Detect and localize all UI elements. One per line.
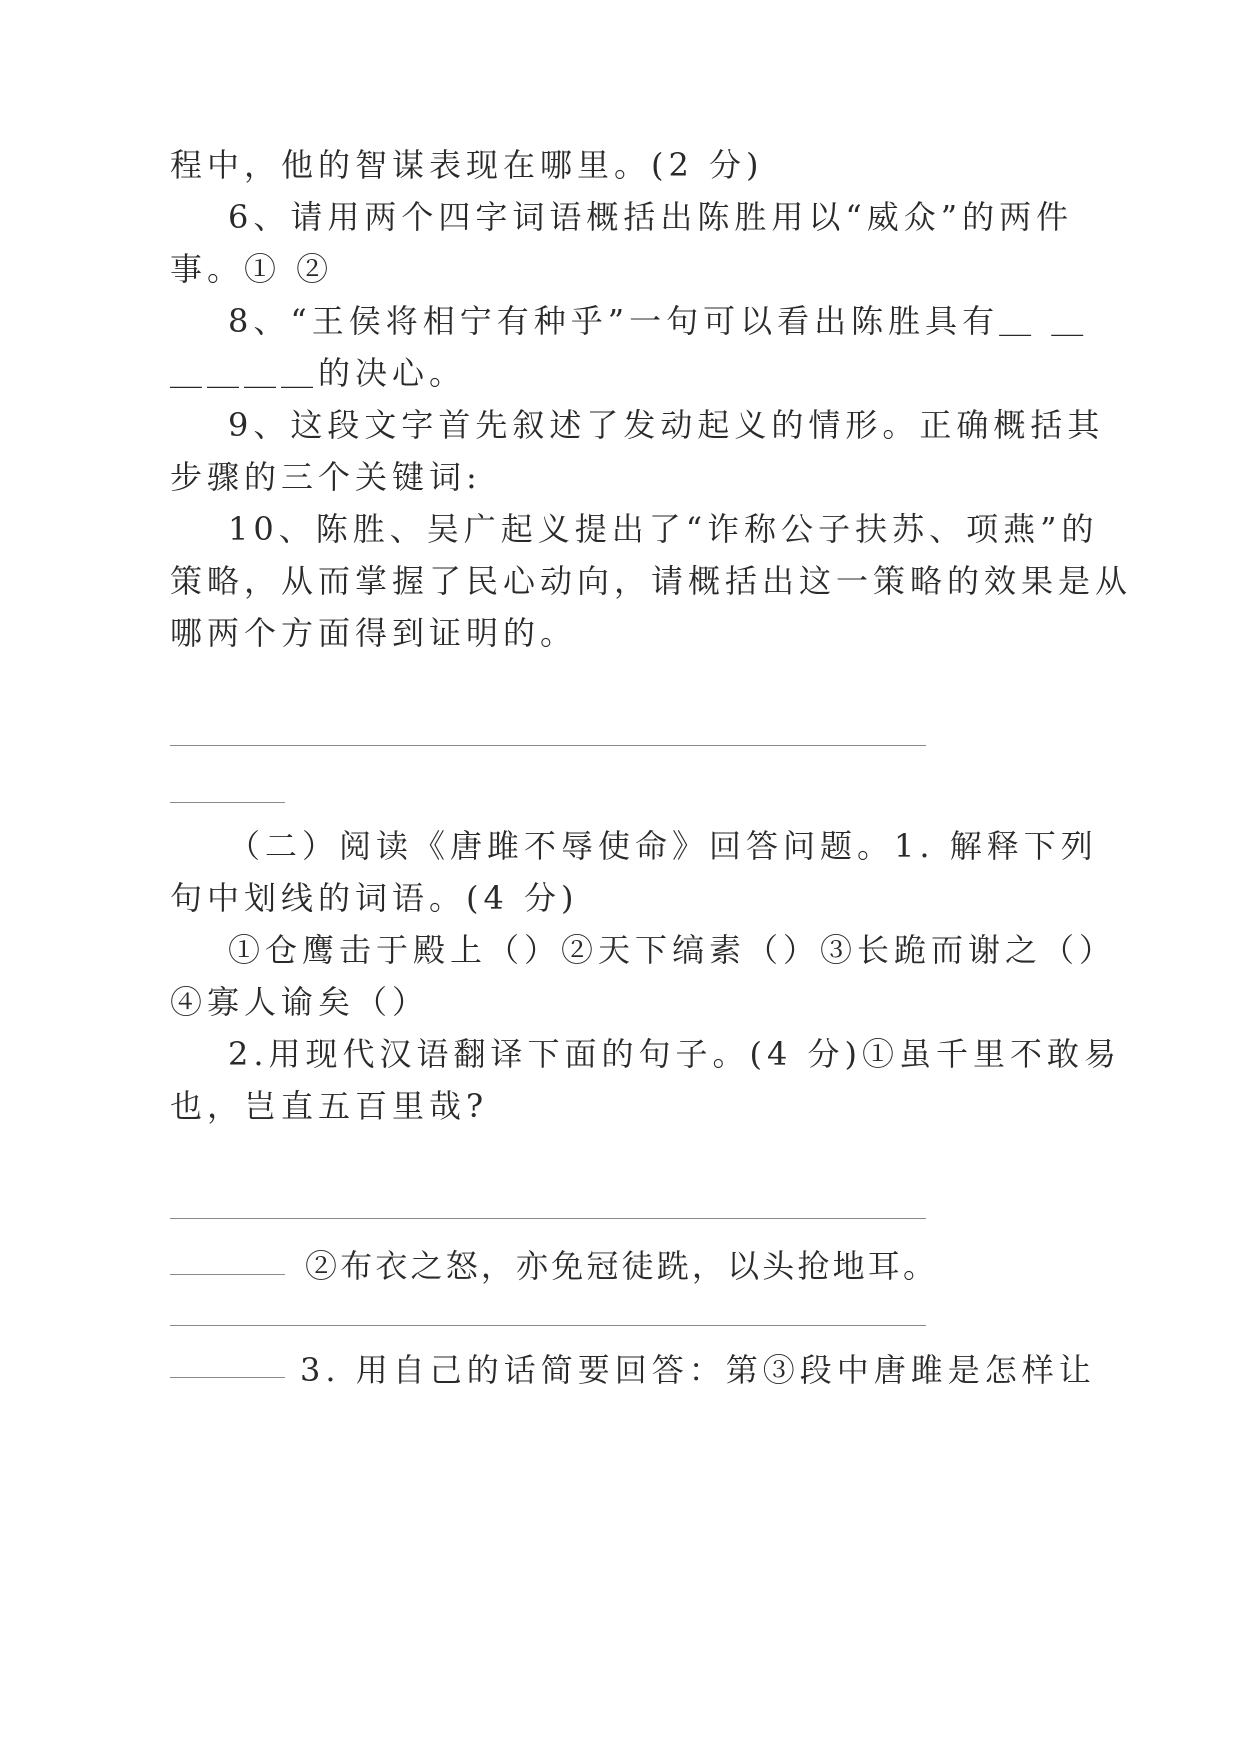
answer-line bbox=[170, 745, 926, 746]
text-line: 句中划线的词语。(4 分) bbox=[170, 879, 579, 917]
text-line: 也，岂直五百里哉? bbox=[170, 1087, 489, 1125]
answer-line-short bbox=[170, 1377, 285, 1378]
text-line: 步骤的三个关键词: bbox=[170, 458, 482, 496]
answer-line bbox=[170, 1325, 926, 1326]
section-2-heading: （二）阅读《唐雎不辱使命》回答问题。1. 解释下列 bbox=[228, 827, 1098, 865]
question-6: 6、请用两个四字词语概括出陈胜用以“威众”的两件 bbox=[228, 198, 1074, 236]
question-3: 3. 用自己的话简要回答：第③段中唐雎是怎样让 bbox=[300, 1351, 1096, 1389]
question-2: 2.用现代汉语翻译下面的句子。(4 分)①虽千里不敢易 bbox=[228, 1035, 1122, 1073]
question-8: 8、“王侯将相宁有种乎”一句可以看出陈胜具有＿ ＿ bbox=[228, 302, 1089, 340]
answer-line-short bbox=[170, 1274, 285, 1275]
question-10: 10、陈胜、吴广起义提出了“诈称公子扶苏、项燕”的 bbox=[228, 510, 1099, 548]
question-1-items: ①仓鹰击于殿上（）②天下缟素（）③长跪而谢之（） bbox=[228, 931, 1117, 969]
text-line: 事。① ② bbox=[170, 250, 334, 288]
text-line: 策略，从而掌握了民心动向，请概括出这一策略的效果是从 bbox=[170, 562, 1133, 600]
text-line: ④寡人谕矣（） bbox=[170, 983, 430, 1021]
text-line: 哪两个方面得到证明的。 bbox=[170, 614, 578, 652]
question-9: 9、这段文字首先叙述了发动起义的情形。正确概括其 bbox=[228, 406, 1105, 444]
translation-sentence-2: ②布衣之怒，亦免冠徒跣，以头抢地耳。 bbox=[305, 1247, 935, 1285]
answer-line-short bbox=[170, 802, 285, 803]
answer-line bbox=[170, 1218, 926, 1219]
text-line: 程中，他的智谋表现在哪里。(2 分) bbox=[170, 146, 764, 184]
text-line: ＿＿＿＿的决心。 bbox=[170, 354, 467, 392]
